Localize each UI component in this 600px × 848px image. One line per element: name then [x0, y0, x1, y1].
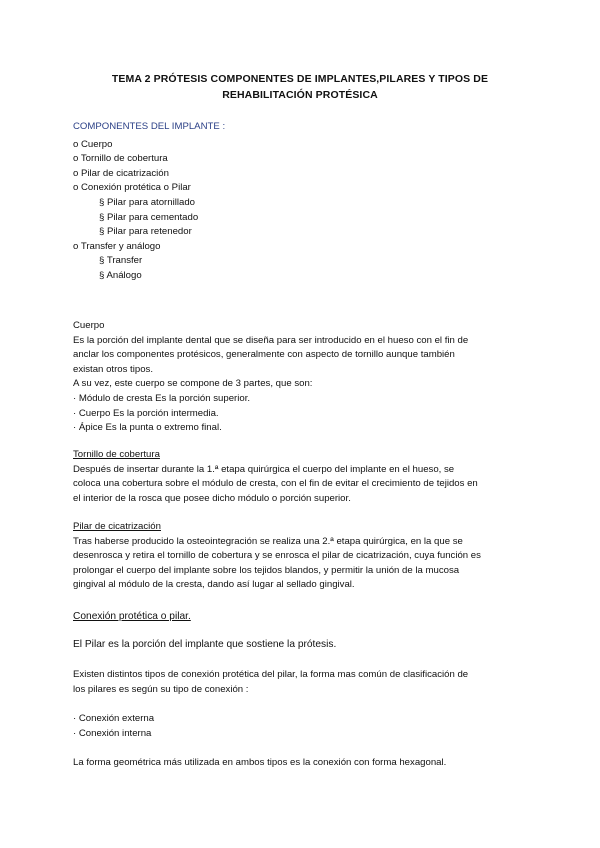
paragraph-line: Es la porción del implante dental que se diseña para ser introducido en el hueso con el fin de [73, 334, 469, 346]
paragraph-line: Después de insertar durante la 1.ª etapa quirúrgica el cuerpo del implante en el hueso, se [73, 463, 455, 475]
paragraph-line: · Ápice Es la punta o extremo final. [73, 422, 222, 434]
conexion-para-3 [73, 756, 533, 771]
section-heading: Tornillo de cobertura [73, 449, 160, 460]
paragraph-line: anclar los componentes protésicos, generalmente con aspecto de tornillo aunque también [73, 349, 455, 361]
title-line-2: REHABILITACIÓN PROTÉSICA [222, 89, 378, 101]
tornillo-section [73, 448, 533, 506]
list-item: § Pilar para cementado [99, 211, 199, 223]
list-item: § Análogo [99, 269, 142, 281]
pilar-cicatrizacion-section [73, 520, 533, 593]
paragraph-line: El Pilar es la porción del implante que sostiene la prótesis. [73, 639, 337, 650]
paragraph-line: · Módulo de cresta Es la porción superior. [73, 392, 251, 404]
components-section [73, 120, 533, 284]
paragraph-line: existan otros tipos. [73, 363, 153, 375]
list-item: · Conexión interna [73, 727, 152, 739]
section-heading: Conexión protética o pilar. [73, 611, 191, 622]
paragraph-line: desenrosca y retira el tornillo de cobertura y se enrosca el pilar de cicatrización, cuya función es [73, 550, 481, 562]
list-item: o Tornillo de cobertura [73, 153, 168, 165]
document-title [60, 71, 540, 103]
paragraph-line: La forma geométrica más utilizada en ambos tipos es la conexión con forma hexagonal. [73, 757, 447, 768]
cuerpo-section [73, 319, 533, 436]
paragraph-line: coloca una cobertura sobre el módulo de cresta, con el fin de evitar el crecimiento de tejidos en [73, 478, 478, 490]
title-line-1: TEMA 2 PRÓTESIS COMPONENTES DE IMPLANTES,PILARES Y TIPOS DE [111, 73, 489, 85]
conexion-para-2 [73, 668, 533, 697]
paragraph-line: el interior de la rosca que posee dicho módulo o porción superior. [73, 492, 351, 504]
conexion-section [73, 610, 533, 625]
list-item: o Transfer y análogo [73, 240, 161, 252]
components-heading: COMPONENTES DEL IMPLANTE : [73, 121, 226, 132]
paragraph-line: A su vez, este cuerpo se compone de 3 partes, que son: [73, 378, 313, 390]
section-heading: Cuerpo [73, 320, 105, 331]
list-item: § Transfer [99, 255, 143, 267]
list-item: o Pilar de cicatrización [73, 167, 169, 179]
paragraph-line: Tras haberse producido la osteointegración se realiza una 2.ª etapa quirúrgica, en la que se [73, 535, 463, 547]
paragraph-line: Existen distintos tipos de conexión protética del pilar, la forma mas común de clasificación de [73, 669, 469, 680]
conexion-para-1 [73, 638, 533, 653]
list-item: § Pilar para retenedor [99, 226, 192, 238]
paragraph-line: · Cuerpo Es la porción intermedia. [73, 407, 219, 419]
paragraph-line: los pilares es según su tipo de conexión : [73, 683, 249, 695]
list-item: · Conexión externa [73, 713, 155, 724]
list-item: o Cuerpo [73, 138, 113, 150]
connection-types [73, 712, 533, 741]
list-item: o Conexión protética o Pilar [73, 182, 191, 194]
paragraph-line: prolongar el cuerpo del implante sobre los tejidos blandos, y permitir la unión de la mucosa [73, 564, 460, 576]
section-heading: Pilar de cicatrización [73, 521, 161, 532]
paragraph-line: gingival al módulo de la cresta, dando así lugar al sellado gingival. [73, 579, 355, 591]
list-item: § Pilar para atornillado [99, 196, 195, 208]
